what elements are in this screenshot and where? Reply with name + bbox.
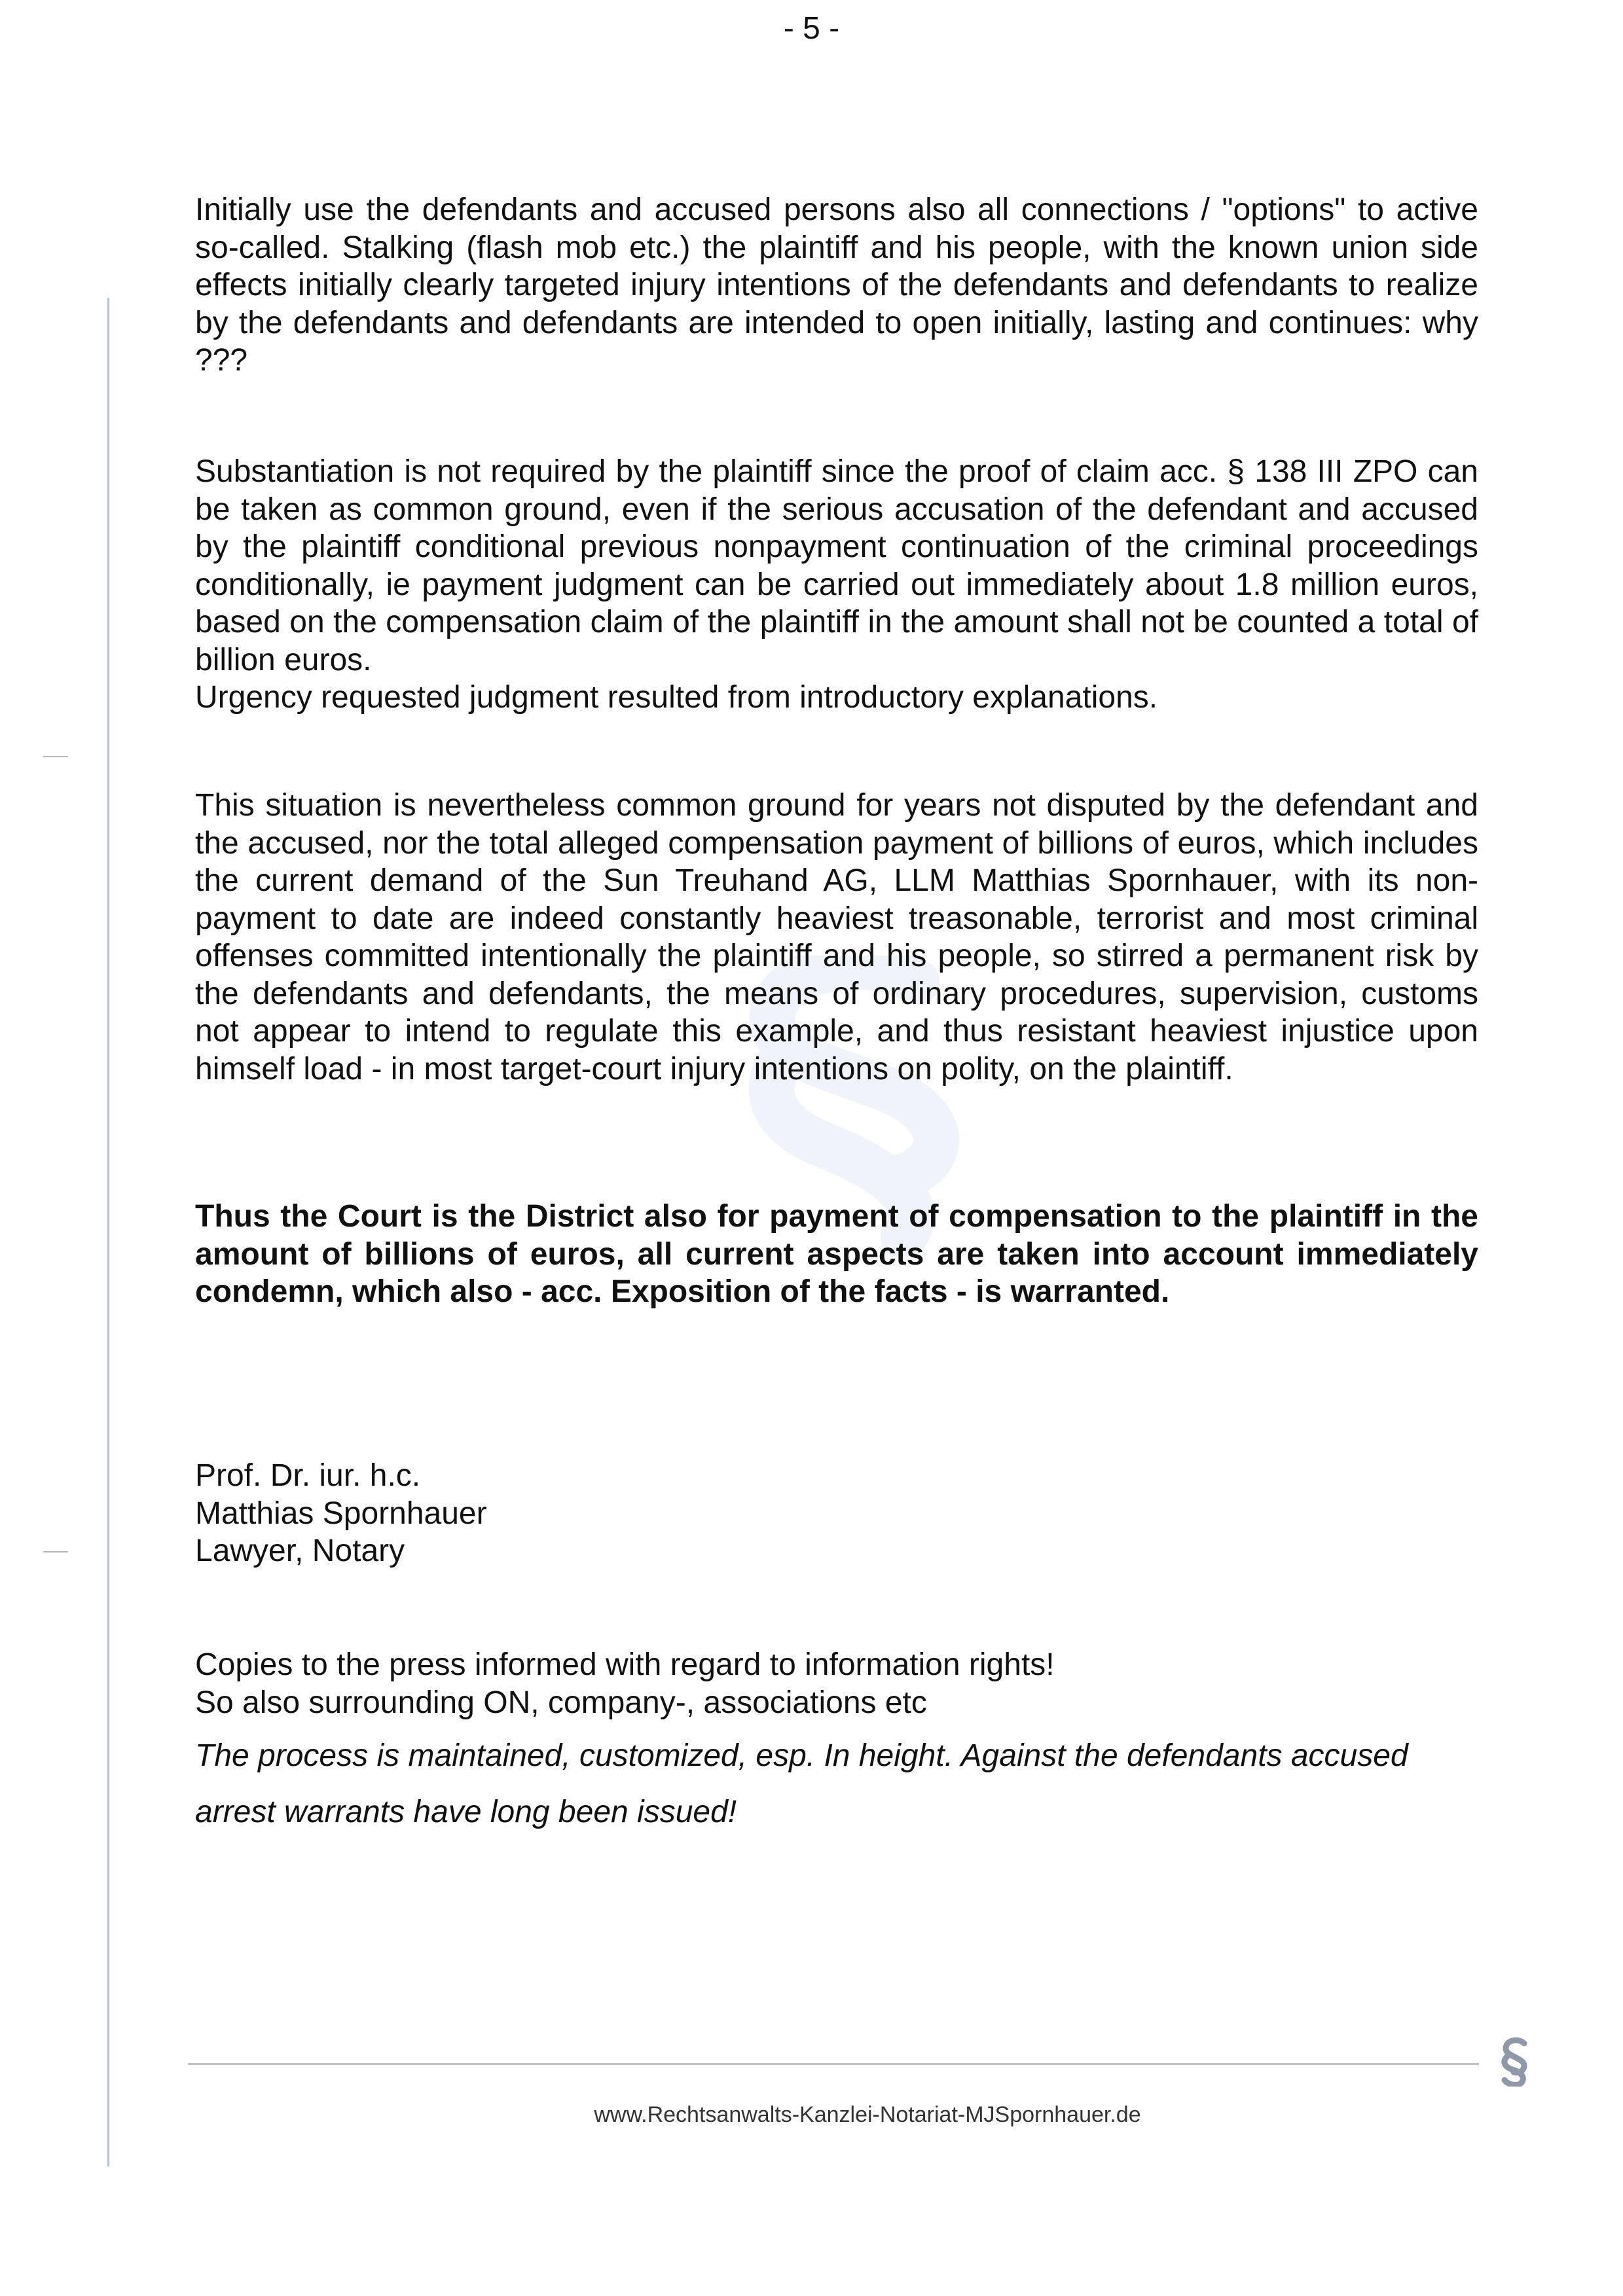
signature-block bbox=[195, 1457, 1478, 1570]
paragraph-substantiation: Substantiation is not required by the plaintiff since the proof of claim acc. § 138 III ZPO can be taken as common ground, even if the serious accusation of the defendant and accused by the plaintiff conditional previous nonpayment continuation of the criminal proceedings conditionally, ie payment judgment can be carried out immediately about 1.8 million euros, based on the compensation claim of the plaintiff in the amount shall not be counted a total of billion euros. bbox=[195, 454, 1478, 677]
footer-website: www.Rechtsanwalts-Kanzlei-Notariat-MJSpornhauer.de bbox=[594, 2102, 1141, 2127]
paragraph-situation: This situation is nevertheless common ground for years not disputed by the defendant and the accused, nor the total alleged compensation payment of billions of euros, which includes the current demand of the Sun Treuhand AG, LLM Matthias Spornhauer, with its non-payment to date are indeed constantly heaviest treasonable, terrorist and most criminal offenses committed intentionally the plaintiff and his people, so stirred a permanent risk by the defendants and defendants, the means of ordinary procedures, supervision, customs not appear to intend to regulate this example, and thus resistant heaviest injustice upon himself load - in most target-court injury intentions on polity, on the plaintiff. bbox=[195, 788, 1478, 1086]
paragraph-conclusion: Thus the Court is the District also for payment of compensation to the plaintiff in the amount of billions of euros, all current aspects are taken into account immediately condemn, which also - acc. Exposition of the facts - is warranted. bbox=[195, 1199, 1478, 1309]
paragraph-stalking: Initially use the defendants and accused persons also all connections / "options" to active so-called. Stalking (flash mob etc.) the plaintiff and his people, with the known union side effects initially clearly targeted injury intentions of the defendants and defendants to realize by the defendants and defendants are intended to open initially, lasting and continues: why ??? bbox=[195, 192, 1478, 378]
signature-name: Matthias Spornhauer bbox=[195, 1496, 487, 1531]
paragraph-urgency: Urgency requested judgment resulted from introductory explanations. bbox=[195, 680, 1158, 715]
section-sign-icon bbox=[1498, 2037, 1532, 2087]
fold-mark-lower bbox=[43, 1551, 68, 1552]
copies-note bbox=[195, 1646, 1478, 1721]
page-number: - 5 - bbox=[783, 11, 840, 46]
copies-line-surrounding: So also surrounding ON, company-, associations etc bbox=[195, 1685, 927, 1720]
process-note-line1: The process is maintained, customized, esp. In height. Against the defendants accused bbox=[195, 1738, 1408, 1773]
signature-title: Prof. Dr. iur. h.c. bbox=[195, 1458, 421, 1493]
signature-role: Lawyer, Notary bbox=[195, 1534, 405, 1568]
margin-rule bbox=[107, 298, 109, 2166]
footer-rule bbox=[188, 2063, 1479, 2065]
paragraph-substantiation-block bbox=[195, 453, 1478, 717]
fold-mark-upper bbox=[43, 756, 68, 757]
process-note bbox=[195, 1728, 1478, 1840]
copies-line-press: Copies to the press informed with regard to information rights! bbox=[195, 1647, 1055, 1682]
process-note-line2: arrest warrants have long been issued! bbox=[195, 1795, 737, 1829]
